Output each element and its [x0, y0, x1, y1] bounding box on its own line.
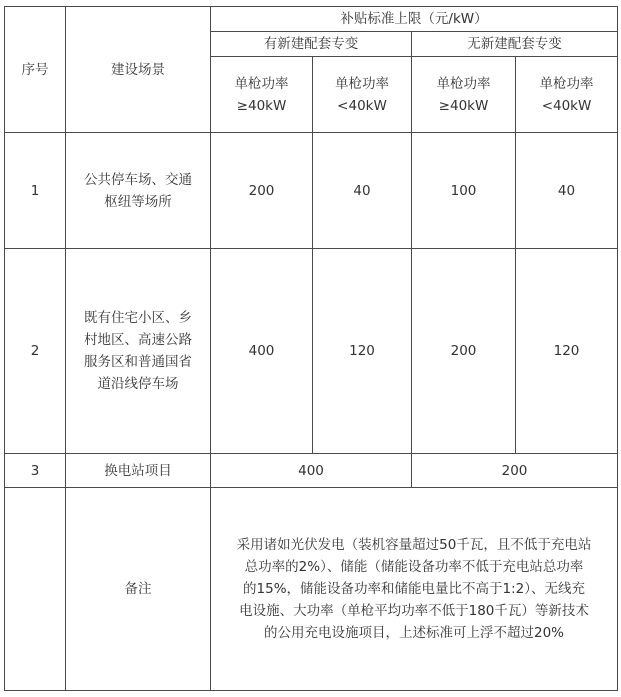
row-scene: 换电站项目 [66, 454, 211, 488]
note-label: 备注 [66, 488, 211, 691]
row-scene-line: 村地区、高速公路 [84, 332, 192, 348]
header-row-1 [5, 7, 618, 32]
row-scene-line: 既有住宅小区、乡 [84, 310, 192, 326]
cell-with-lt40: 120 [313, 249, 412, 454]
header-with-ge40 [211, 57, 313, 133]
row-scene-line: 公共停车场、交通 [84, 171, 192, 188]
row-seq: 2 [5, 249, 66, 454]
table-row [5, 249, 618, 454]
note-line: 的15%，储能设备功率和储能电量比不高于1:2）、无线充 [243, 581, 585, 597]
note-row [5, 488, 618, 691]
header-without-ge40 [412, 57, 516, 133]
header-with-ge40-line2: ≥40kW [236, 97, 287, 114]
header-with-transformer: 有新建配套专变 [211, 32, 412, 57]
cell-without-ge40: 200 [412, 249, 516, 454]
header-subsidy-limit: 补贴标准上限（元/kW） [211, 7, 618, 32]
header-without-lt40-line2: <40kW [541, 97, 592, 114]
note-seq-empty [5, 488, 66, 691]
header-seq: 序号 [5, 7, 66, 133]
header-scene: 建设场景 [66, 7, 211, 133]
header-with-lt40-line1: 单枪功率 [335, 75, 389, 92]
row-seq: 1 [5, 133, 66, 249]
header-without-ge40-line2: ≥40kW [438, 97, 489, 114]
cell-with-ge40: 400 [211, 249, 313, 454]
header-without-transformer: 无新建配套专变 [412, 32, 618, 57]
cell-without-lt40: 40 [516, 133, 618, 249]
note-line: 总功率的2%）、储能（储能设备功率不低于充电站总功率 [244, 559, 584, 575]
row-scene-line: 枢纽等场所 [104, 193, 172, 210]
table-row [5, 454, 618, 488]
cell-without-lt40: 120 [516, 249, 618, 454]
row-scene [66, 249, 211, 454]
table-row [5, 133, 618, 249]
cell-with-transformer: 400 [211, 454, 412, 488]
header-without-lt40-line1: 单枪功率 [539, 75, 594, 92]
header-without-lt40 [516, 57, 618, 133]
row-scene-line: 道沿线停车场 [97, 376, 179, 392]
cell-without-ge40: 100 [412, 133, 516, 249]
note-text [211, 488, 618, 691]
row-scene [66, 133, 211, 249]
row-scene-line: 服务区和普通国省 [84, 354, 192, 370]
cell-with-lt40: 40 [313, 133, 412, 249]
header-with-lt40 [313, 57, 412, 133]
cell-without-transformer: 200 [412, 454, 618, 488]
header-with-ge40-line1: 单枪功率 [234, 75, 289, 92]
note-line: 的公用充电设施项目，上述标准可上浮不超过20% [264, 625, 565, 641]
row-seq: 3 [5, 454, 66, 488]
subsidy-table [4, 6, 618, 691]
note-line: 电设施、大功率（单枪平均功率不低于180千瓦）等新技术 [239, 603, 589, 619]
header-without-ge40-line1: 单枪功率 [436, 75, 491, 92]
note-line: 采用诸如光伏发电（装机容量超过50千瓦，且不低于充电站 [236, 537, 592, 553]
header-with-lt40-line2: <40kW [337, 97, 387, 114]
cell-with-ge40: 200 [211, 133, 313, 249]
